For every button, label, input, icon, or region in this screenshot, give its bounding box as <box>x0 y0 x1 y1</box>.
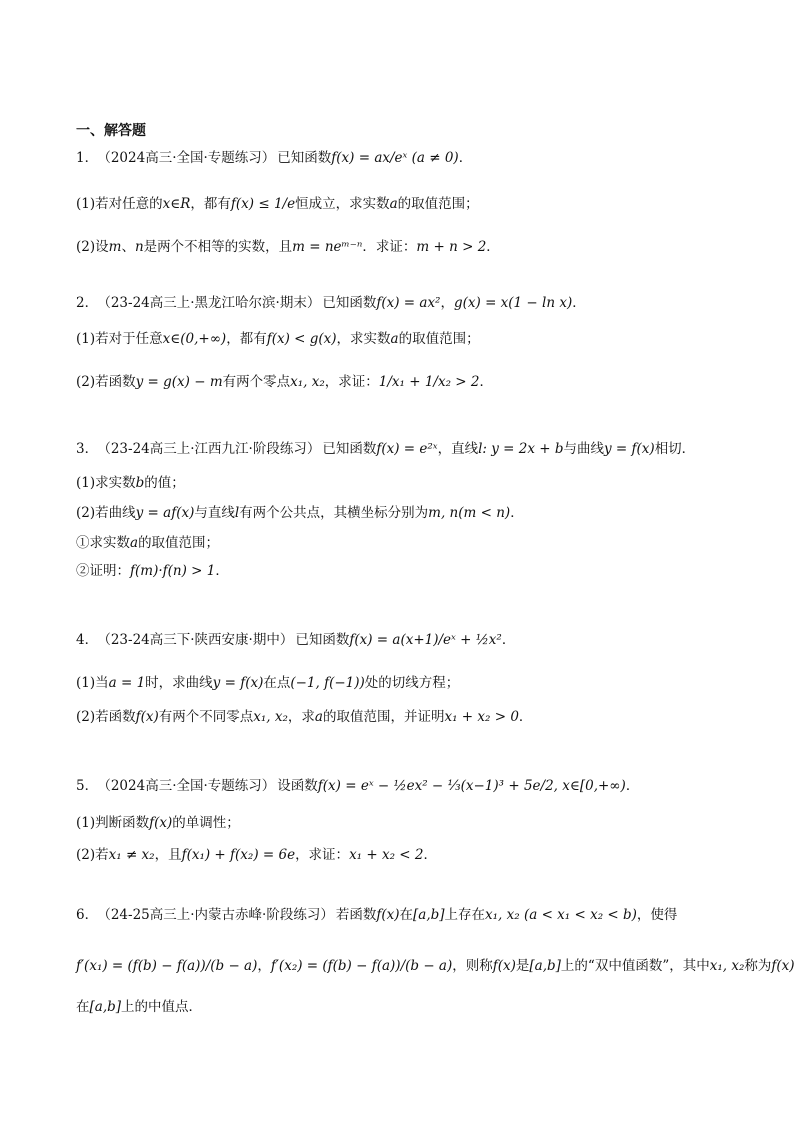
question-source: （2024高三·全国·专题练习） <box>104 778 276 794</box>
math-expression: a <box>390 331 399 347</box>
text-fragment: ． <box>458 150 473 166</box>
math-expression: x∈(0,+∞) <box>162 331 227 347</box>
math-expression: f(x) = ax² <box>376 295 441 311</box>
text-fragment: 的取值范围，并证明 <box>322 709 445 725</box>
math-expression: a <box>314 709 323 725</box>
text-fragment: (2) <box>76 709 96 725</box>
text-fragment: 处的切线方程； <box>364 675 460 691</box>
text-fragment: ，求证： <box>324 374 379 390</box>
question-source: （23-24高三下·陕西安康·期中） <box>104 632 294 648</box>
text-fragment: (1) <box>76 675 96 691</box>
question-6-continuation-end <box>76 996 202 1018</box>
math-expression: x₁, x₂ (a < x₁ < x₂ < b) <box>485 907 637 923</box>
math-expression: m <box>108 239 122 255</box>
text-fragment: (1) <box>76 331 96 347</box>
text-fragment: ． <box>518 709 533 725</box>
text-fragment: 判断函数 <box>95 815 150 831</box>
math-expression: f(x) <box>135 709 159 725</box>
math-expression: l: y = 2x + b <box>478 441 564 457</box>
math-expression: g(x) = x(1 − ln x) <box>453 295 573 311</box>
question-3-part-2 <box>76 502 524 524</box>
math-expression: [a,b] <box>89 999 122 1015</box>
math-expression: [a,b] <box>529 958 561 974</box>
text-fragment: 设 <box>95 239 109 255</box>
text-fragment: 上的“双中值函数”，其中 <box>560 958 710 974</box>
text-fragment: 当 <box>95 675 109 691</box>
text-fragment: 2． <box>76 295 99 311</box>
question-source: （23-24高三上·黑龙江哈尔滨·期末） <box>104 295 321 311</box>
text-fragment: (1) <box>76 815 96 831</box>
question-4-part-2 <box>76 706 532 728</box>
text-fragment: ． <box>625 778 640 794</box>
question-1-part-2 <box>76 236 500 258</box>
text-fragment: 有两个零点 <box>222 374 291 390</box>
question-6-stem <box>76 904 677 926</box>
math-expression: f(x) ≤ 1/e <box>230 196 296 212</box>
text-fragment: 称为 <box>744 958 772 974</box>
text-fragment: 的取值范围； <box>398 331 480 347</box>
text-fragment: ，直线 <box>437 441 479 457</box>
text-fragment: 若对任意的 <box>95 196 163 212</box>
text-fragment: 证明： <box>89 563 130 579</box>
text-fragment: ，求证： <box>295 847 350 863</box>
math-expression: x₁, x₂ <box>253 709 288 725</box>
text-fragment: ． <box>215 563 229 579</box>
math-expression: f(x) = eˣ − ½ex² − ⅓(x−1)³ + 5e/2, x∈[0,+∞) <box>317 778 626 794</box>
math-expression: m + n > 2 <box>416 239 487 255</box>
question-1-stem <box>76 142 472 174</box>
text-fragment: 相切． <box>654 441 696 457</box>
text-fragment: 已知函数 <box>295 632 350 648</box>
question-source: （23-24高三上·江西九江·阶段练习） <box>104 441 321 457</box>
math-expression: x₁ + x₂ > 0 <box>444 709 519 725</box>
question-3-part-1 <box>76 472 185 494</box>
math-expression: 1/x₁ + 1/x₂ > 2 <box>378 374 480 390</box>
text-fragment: 3． <box>76 441 99 457</box>
text-fragment: ． <box>423 847 437 863</box>
math-expression: m = neᵐ⁻ⁿ <box>292 239 363 255</box>
math-expression: y = g(x) − m <box>135 374 223 390</box>
math-expression: y = f(x) <box>604 441 655 457</box>
text-fragment: ，都有 <box>190 196 231 212</box>
question-source: （24-25高三上·内蒙古赤峰·阶段练习） <box>104 907 334 923</box>
question-5-part-2 <box>76 844 437 866</box>
math-expression: f(m)·f(n) > 1 <box>130 563 216 579</box>
question-2-part-1 <box>76 328 480 350</box>
math-expression: f(x) <box>149 815 173 831</box>
math-expression: a <box>389 196 398 212</box>
question-3-subpart-2 <box>76 560 229 582</box>
text-fragment: 若对于任意 <box>95 331 163 347</box>
text-fragment: 已知函数 <box>277 150 332 166</box>
text-fragment: 有两个公共点，其横坐标分别为 <box>239 505 429 521</box>
math-expression: x₁, x₂ <box>290 374 325 390</box>
math-expression: y = f(x) <box>212 675 264 691</box>
text-fragment: (1) <box>76 196 96 212</box>
math-expression: f′(x₁) = (f(b) − f(a))/(b − a) <box>76 958 258 974</box>
text-fragment: 与直线 <box>194 505 235 521</box>
question-source: （2024高三·全国·专题练习） <box>104 150 276 166</box>
text-fragment: 若曲线 <box>95 505 136 521</box>
math-expression: a <box>130 535 139 551</box>
text-fragment: 与曲线 <box>563 441 605 457</box>
question-3-stem <box>76 438 695 460</box>
math-expression: l <box>234 505 240 521</box>
text-fragment: 上存在 <box>444 907 486 923</box>
text-fragment: ． <box>572 295 586 311</box>
text-fragment: 若函数 <box>95 709 136 725</box>
text-fragment: (2) <box>76 239 96 255</box>
text-fragment: 是两个不相等的实数，且 <box>143 239 293 255</box>
text-fragment: 4． <box>76 632 99 648</box>
text-fragment: (2) <box>76 374 96 390</box>
question-3-subpart-1 <box>76 532 219 554</box>
math-expression: f(x) <box>492 958 516 974</box>
math-expression: [a,b] <box>413 907 445 923</box>
text-fragment: 、 <box>121 239 135 255</box>
math-expression: x₁ ≠ x₂ <box>108 847 155 863</box>
text-fragment: 是 <box>515 958 530 974</box>
text-fragment: ，求实数 <box>336 331 391 347</box>
text-fragment: 若函数 <box>95 374 136 390</box>
text-fragment: 有两个不同零点 <box>158 709 254 725</box>
question-5-stem <box>76 770 639 802</box>
question-2-part-2 <box>76 366 493 398</box>
text-fragment: 已知函数 <box>322 295 377 311</box>
text-fragment: 若 <box>95 847 109 863</box>
math-expression: f′(x₂) = (f(b) − f(a))/(b − a) <box>270 958 453 974</box>
text-fragment: 在 <box>76 999 90 1015</box>
text-fragment: ，则称 <box>452 958 493 974</box>
math-expression: n <box>134 239 144 255</box>
math-expression: (−1, f(−1)) <box>290 675 365 691</box>
math-expression: f(x) < g(x) <box>266 331 337 347</box>
text-fragment: 6． <box>76 907 99 923</box>
text-fragment: 在 <box>399 907 414 923</box>
math-expression: m, n(m < n) <box>428 505 511 521</box>
text-fragment: 的取值范围； <box>138 535 220 551</box>
question-4-stem <box>76 624 515 656</box>
section-title: 一、解答题 <box>76 123 146 139</box>
math-expression: x₁ + x₂ < 2 <box>349 847 424 863</box>
text-fragment: ． <box>501 632 516 648</box>
text-fragment: ． <box>510 505 524 521</box>
text-fragment: 的值； <box>144 475 185 491</box>
question-1-part-1 <box>76 188 479 220</box>
math-expression: f(x₁) + f(x₂) = 6e <box>181 847 296 863</box>
question-number: 1． <box>76 150 99 166</box>
math-expression: f(x) <box>376 907 400 923</box>
math-expression: f(x) = e²ˣ <box>376 441 438 457</box>
math-expression: y = af(x) <box>135 505 195 521</box>
math-expression: x₁, x₂ <box>709 958 745 974</box>
math-expression: x∈R <box>162 196 191 212</box>
text-fragment: 若函数 <box>335 907 377 923</box>
text-fragment: ， <box>440 295 454 311</box>
text-fragment: 5． <box>76 778 99 794</box>
text-fragment: 在点 <box>263 675 291 691</box>
text-fragment: ，求 <box>287 709 315 725</box>
text-fragment: ，都有 <box>226 331 267 347</box>
text-fragment: (2) <box>76 847 96 863</box>
text-fragment: ，使得 <box>636 907 678 923</box>
text-fragment: ． <box>479 374 493 390</box>
math-expression: f(x) <box>771 958 795 974</box>
math-expression: b <box>135 475 145 491</box>
question-2-stem <box>76 292 586 314</box>
text-fragment: 设函数 <box>277 778 318 794</box>
question-4-part-1 <box>76 672 459 694</box>
text-fragment: (1) <box>76 475 96 491</box>
text-fragment: 上的中值点． <box>121 999 203 1015</box>
text-fragment: ，且 <box>154 847 182 863</box>
text-fragment: ．求证： <box>362 239 417 255</box>
text-fragment: 恒成立，求实数 <box>295 196 390 212</box>
text-fragment: 已知函数 <box>322 441 377 457</box>
math-expression: f(x) = a(x+1)/eˣ + ½x² <box>349 632 502 648</box>
text-fragment: ． <box>486 239 500 255</box>
text-fragment: ① <box>76 535 90 551</box>
text-fragment: (2) <box>76 505 96 521</box>
text-fragment: 的取值范围； <box>397 196 479 212</box>
question-5-part-1 <box>76 812 240 834</box>
text-fragment: 时，求曲线 <box>145 675 213 691</box>
text-fragment: ② <box>76 563 90 579</box>
text-fragment: 的单调性； <box>172 815 240 831</box>
text-fragment: ， <box>257 958 271 974</box>
text-fragment: 求实数 <box>89 535 130 551</box>
math-expression: a = 1 <box>108 675 146 691</box>
question-6-continuation <box>76 950 795 982</box>
text-fragment: 求实数 <box>95 475 136 491</box>
math-expression: f(x) = ax/eˣ (a ≠ 0) <box>331 150 459 166</box>
